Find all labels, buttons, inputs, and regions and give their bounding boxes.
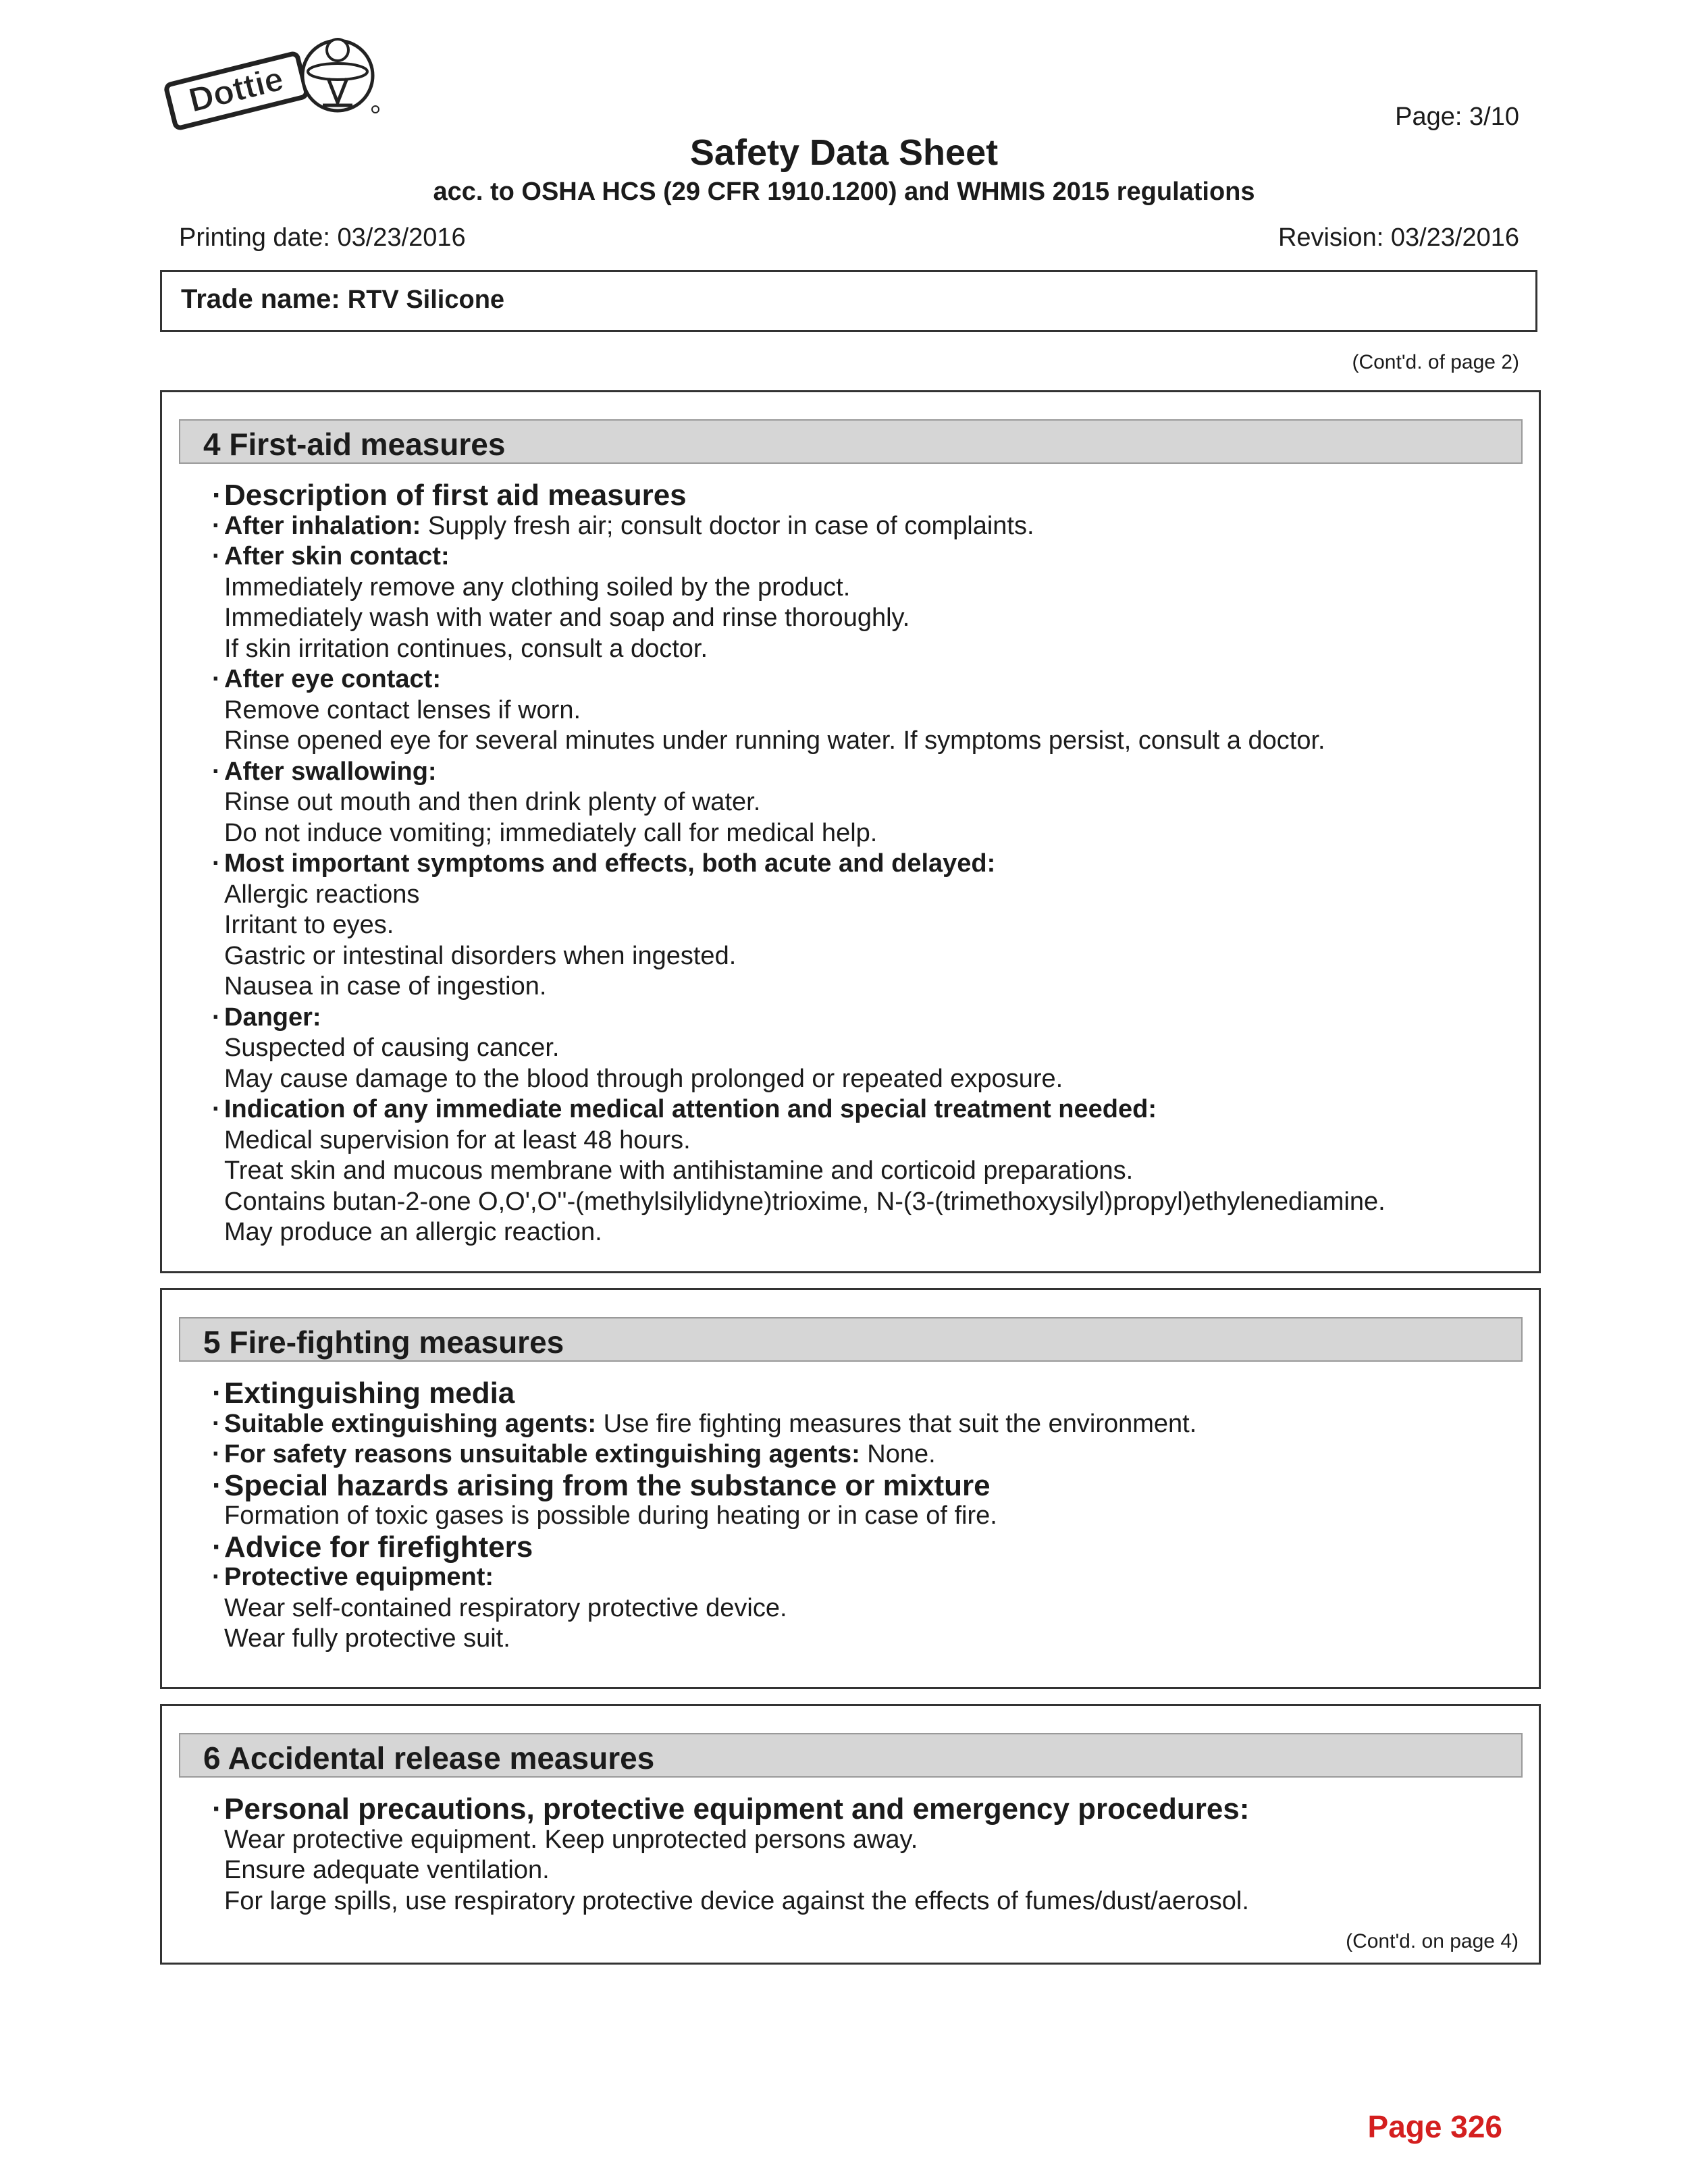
text-line: Do not induce vomiting; immediately call for medical help. xyxy=(224,818,878,847)
text-line: Medical supervision for at least 48 hours. xyxy=(224,1125,691,1154)
subheading: · Extinguishing media xyxy=(224,1378,1525,1409)
subheading: · Advice for firefighters xyxy=(224,1532,1525,1563)
trade-name-label: Trade name: xyxy=(181,284,340,314)
section-header xyxy=(179,1733,1523,1778)
section-header xyxy=(179,419,1523,464)
text-line: Remove contact lenses if worn. xyxy=(224,695,581,724)
text-line: Treat skin and mucous membrane with antihistamine and corticoid preparations. xyxy=(224,1156,1134,1185)
label: · After skin contact: xyxy=(224,541,1525,572)
section-title: 6 Accidental release measures xyxy=(203,1740,655,1776)
section-fire-fighting xyxy=(160,1288,1541,1689)
svg-text:Dottie: Dottie xyxy=(185,59,288,119)
document-title: Safety Data Sheet xyxy=(689,132,999,173)
text-line: Formation of toxic gases is possible during heating or in case of fire. xyxy=(224,1501,997,1530)
text-line: Gastric or intestinal disorders when ingested. xyxy=(224,941,737,970)
label: · Most important symptoms and effects, both acute and delayed: xyxy=(224,849,1525,880)
section-body xyxy=(224,480,1525,1248)
section-body xyxy=(224,1378,1525,1655)
text-line: Wear self-contained respiratory protective device. xyxy=(224,1593,787,1622)
section-accidental-release xyxy=(160,1704,1541,1965)
continued-from: (Cont'd. of page 2) xyxy=(1352,351,1519,373)
label: · Indication of any immediate medical attention and special treatment needed: xyxy=(224,1094,1525,1125)
text-line: Nausea in case of ingestion. xyxy=(224,972,547,1001)
revision-date: Revision: 03/23/2016 xyxy=(1277,223,1519,252)
label: · After swallowing: xyxy=(224,757,1525,788)
dottie-logo xyxy=(161,30,397,138)
subheading: · Description of first aid measures xyxy=(224,480,1525,511)
text-line: For large spills, use respiratory protective device against the effects of fumes/dust/aerosol. xyxy=(224,1886,1249,1915)
trade-name-value: RTV Silicone xyxy=(347,286,505,314)
trade-name-box xyxy=(160,270,1537,332)
text-line: May cause damage to the blood through prolonged or repeated exposure. xyxy=(224,1064,1063,1093)
text-line: · For safety reasons unsuitable extinguishing agents: None. xyxy=(224,1439,1525,1470)
section-body xyxy=(224,1794,1525,1917)
text-line: If skin irritation continues, consult a doctor. xyxy=(224,634,708,663)
label: · After eye contact: xyxy=(224,664,1525,695)
section-first-aid xyxy=(160,390,1541,1273)
text-line: Immediately remove any clothing soiled by the product. xyxy=(224,572,851,602)
section-title: 4 First-aid measures xyxy=(203,427,506,462)
page-number: Page: 3/10 xyxy=(1395,103,1519,131)
bates-page-number: Page 326 xyxy=(1367,2109,1502,2144)
continued-on: (Cont'd. on page 4) xyxy=(1346,1930,1519,1952)
text-line: · Suitable extinguishing agents: Use fire fighting measures that suit the environment. xyxy=(224,1409,1525,1440)
text-line: Wear fully protective suit. xyxy=(224,1624,510,1653)
label: · Protective equipment: xyxy=(224,1562,1525,1593)
label: · Danger: xyxy=(224,1003,1525,1034)
text-line: Allergic reactions xyxy=(224,880,420,909)
subheading: · Special hazards arising from the substance or mixture xyxy=(224,1470,1525,1501)
text-line: Irritant to eyes. xyxy=(224,911,394,939)
section-header xyxy=(179,1317,1523,1362)
text-line: · After inhalation: Supply fresh air; consult doctor in case of complaints. xyxy=(224,511,1525,542)
document-subtitle: acc. to OSHA HCS (29 CFR 1910.1200) and WHMIS 2015 regulations xyxy=(433,178,1255,206)
text-line: Ensure adequate ventilation. xyxy=(224,1856,550,1884)
printing-date: Printing date: 03/23/2016 xyxy=(179,223,466,252)
text-line: Wear protective equipment. Keep unprotected persons away. xyxy=(224,1825,918,1854)
subheading: · Personal precautions, protective equipment and emergency procedures: xyxy=(224,1794,1525,1825)
text-line: Rinse opened eye for several minutes under running water. If symptoms persist, consult a doctor. xyxy=(224,726,1325,755)
text-line: Immediately wash with water and soap and rinse thoroughly. xyxy=(224,604,910,632)
text-line: Suspected of causing cancer. xyxy=(224,1034,560,1062)
text-line: Rinse out mouth and then drink plenty of water. xyxy=(224,788,761,816)
text-line: Contains butan-2-one O,O',O''-(methylsilylidyne)trioxime, N-(3-(trimethoxysilyl)propyl)ethylenediamine. xyxy=(224,1187,1386,1216)
text-line: May produce an allergic reaction. xyxy=(224,1218,602,1246)
section-title: 5 Fire-fighting measures xyxy=(203,1325,564,1360)
